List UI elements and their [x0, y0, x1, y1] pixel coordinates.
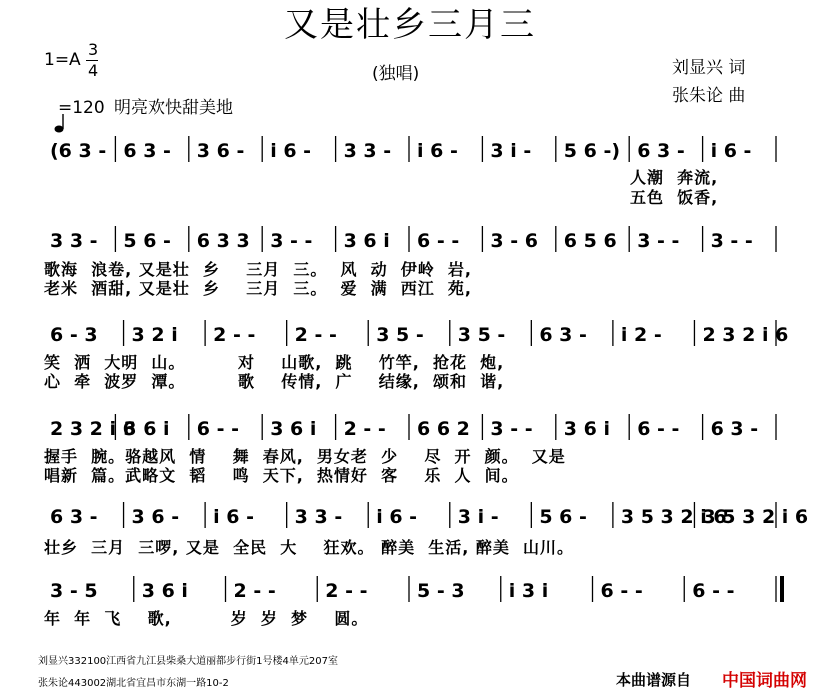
- measure-s5-6: 3 i -: [457, 506, 499, 528]
- measure-s6-8: 6 - -: [692, 580, 735, 602]
- measure-s5-3: i 6 -: [213, 506, 254, 528]
- composer: 张朱论 曲: [672, 86, 746, 106]
- measure-s4-8: 3 6 i: [563, 418, 610, 440]
- lyric-s6-v1: 年 年 飞 歌, 岁 岁 梦 圆。: [44, 609, 369, 628]
- measure-s4-6: 6 6 2: [417, 418, 470, 440]
- lyric-s1-v2: 五色 饭香,: [630, 188, 719, 207]
- measure-s5-7: 5 6 -: [539, 506, 587, 528]
- measure-s6-1: 3 - 5: [50, 580, 98, 602]
- measure-s1-4: i 6 -: [270, 140, 312, 162]
- measure-s1-6: i 6 -: [417, 140, 458, 162]
- lyric-s3-v1: 笑 洒 大明 山。 对 山歌, 跳 竹竿, 抢花 炮,: [44, 353, 505, 372]
- lyric-s4-v2: 唱新 篇。武略文 韬 鸣 天下, 热情好 客 乐 人 间。: [44, 466, 519, 485]
- measure-s2-2: 5 6 -: [123, 230, 171, 252]
- measure-s6-2: 3 6 i: [141, 580, 188, 602]
- measure-s3-5: 3 5 -: [376, 324, 424, 346]
- expression-marking: 明亮欢快甜美地: [114, 98, 233, 118]
- measure-s2-4: 3 - -: [270, 230, 313, 252]
- footer-line-2: 张朱论443002湖北省宜昌市东湖一路10-2: [38, 678, 229, 689]
- measure-s6-5: 5 - 3: [417, 580, 465, 602]
- measure-s3-9: 2 3 2 i 6: [702, 324, 789, 346]
- measure-s3-2: 3 2 i: [131, 324, 178, 346]
- measure-s2-9: 3 - -: [637, 230, 680, 252]
- measure-s2-8: 6 5 6: [563, 230, 617, 252]
- measure-s3-8: i 2 -: [620, 324, 662, 346]
- measure-s2-10: 3 - -: [710, 230, 753, 252]
- measure-s6-6: i 3 i: [508, 580, 549, 602]
- measure-s5-5: i 6 -: [376, 506, 418, 528]
- measure-s2-5: 3 6 i: [343, 230, 390, 252]
- measure-s4-3: 6 - -: [196, 418, 240, 440]
- measure-s1-1: (6 3 -: [50, 140, 107, 162]
- time-signature-bottom: 4: [88, 61, 99, 80]
- measure-s2-3: 6 3 3: [196, 230, 250, 252]
- measure-s5-4: 3 3 -: [294, 506, 343, 528]
- performance-note: (独唱): [372, 64, 420, 84]
- measure-s3-4: 2 - -: [294, 324, 337, 346]
- measure-s2-1: 3 3 -: [50, 230, 98, 252]
- measure-s1-7: 3 i -: [490, 140, 532, 162]
- measure-s1-2: 6 3 -: [123, 140, 171, 162]
- lyric-s2-v2: 老米 酒甜, 又是壮 乡 三月 三。 爱 满 西江 苑,: [44, 279, 472, 298]
- measure-s4-7: 3 - -: [490, 418, 533, 440]
- measure-s5-2: 3 6 -: [131, 506, 180, 528]
- measure-s1-10: i 6 -: [710, 140, 752, 162]
- measure-s3-6: 3 5 -: [457, 324, 506, 346]
- page-title: 又是壮乡三月三: [284, 5, 536, 45]
- measure-s2-6: 6 - -: [417, 230, 460, 252]
- measure-s1-5: 3 3 -: [343, 140, 392, 162]
- measure-s4-10: 6 3 -: [710, 418, 759, 440]
- measure-s2-7: 3 - 6: [490, 230, 538, 252]
- measure-s6-7: 6 - -: [600, 580, 643, 602]
- measure-s4-9: 6 - -: [637, 418, 680, 440]
- measure-s6-4: 2 - -: [325, 580, 368, 602]
- lyricist: 刘显兴 词: [672, 58, 746, 78]
- footer-line-1: 刘显兴332100江西省九江县柴桑大道丽都步行街1号楼4单元207室: [38, 656, 338, 667]
- source-site-link[interactable]: 中国词曲网: [722, 671, 807, 691]
- measure-s3-1: 6 - 3: [50, 324, 98, 346]
- key-signature: 1=A: [44, 50, 81, 70]
- lyric-s4-v1: 握手 腕。骆越风 情 舞 春风, 男女老 少 尽 开 颜。 又是: [44, 447, 566, 466]
- measure-s4-5: 2 - -: [343, 418, 386, 440]
- measure-s5-8: 3 5 3 2 i 6: [620, 506, 727, 528]
- measure-s3-7: 6 3 -: [539, 324, 587, 346]
- measure-s1-3: 3 6 -: [196, 140, 245, 162]
- source-label: 本曲谱源自: [616, 671, 692, 689]
- measure-s3-3: 2 - -: [213, 324, 256, 346]
- tempo-marking: =120: [58, 98, 105, 118]
- lyric-s1-v1: 人潮 奔流,: [630, 168, 719, 187]
- measure-s1-9: 6 3 -: [637, 140, 685, 162]
- measure-s6-3: 2 - -: [233, 580, 276, 602]
- lyric-s2-v1: 歌海 浪卷, 又是壮 乡 三月 三。 风 动 伊岭 岩,: [44, 260, 472, 279]
- measure-s4-2: 3 6 i: [123, 418, 170, 440]
- lyric-s3-v2: 心 牵 波罗 潭。 歌 传情, 广 结缘, 颂和 谐,: [44, 372, 505, 391]
- measure-s4-1: 2 3 2 i 6: [50, 418, 136, 440]
- lyric-s5-v1: 壮乡 三月 三啰, 又是 全民 大 狂欢。 醉美 生活, 醉美 山川。: [44, 538, 574, 557]
- measure-s4-4: 3 6 i: [270, 418, 317, 440]
- measure-s5-9: 3 5 3 2 i 6: [702, 506, 809, 528]
- time-signature-top: 3: [88, 40, 99, 59]
- measure-s1-8: 5 6 -): [563, 140, 621, 162]
- measure-s5-1: 6 3 -: [50, 506, 98, 528]
